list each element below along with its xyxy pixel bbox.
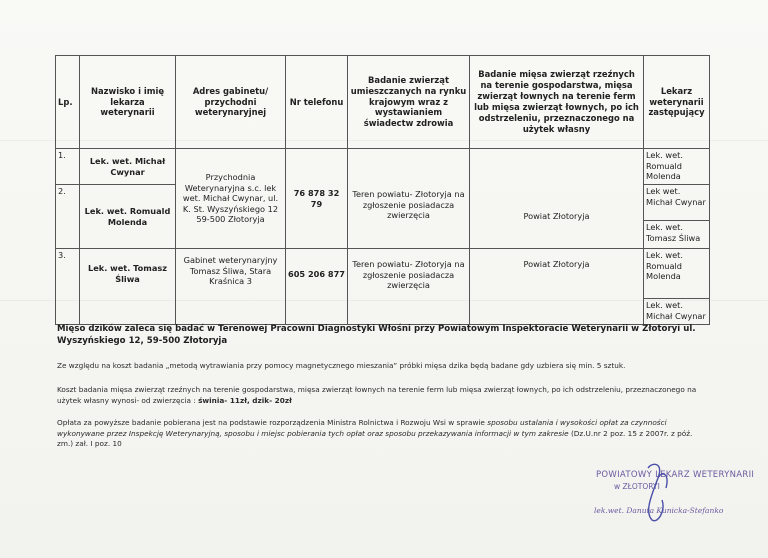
official-stamp bbox=[586, 460, 755, 530]
header-address: Adres gabinetu/ przychodni weterynaryjnej bbox=[176, 56, 286, 149]
table-row bbox=[56, 149, 710, 185]
row-substitute: Lek. wet. Tomasz Śliwa bbox=[644, 221, 710, 249]
header-exam-animals: Badanie zwierząt umieszczanych na rynku krajowym wraz z wystawianiem świadectw zdrowia bbox=[348, 56, 470, 149]
note-legal-a: Opłata za powyższe badanie pobierana jest na podstawie rozporządzenia Ministra Rolnictwa i Rozwoju Wsi w sprawie bbox=[57, 418, 485, 427]
row-exam-animals: Teren powiatu- Złotoryja na zgłoszenie posiadacza zwierzęcia bbox=[348, 249, 470, 325]
row-address: Gabinet weterynaryjny Tomasz Śliwa, Stara Kraśnica 3 bbox=[176, 249, 286, 325]
row-substitute: Lek wet. Michał Cwynar bbox=[644, 185, 710, 221]
header-exam-meat: Badanie mięsa zwierząt rzeźnych na terenie gospodarstwa, mięsa zwierząt łownych na terenie ferm lub mięsa zwierząt łownych, po ich odstrzeleniu, przeznaczonego na użytek własny bbox=[470, 56, 644, 149]
stamp-line-office: POWIATOWY LEKARZ WETERYNARII bbox=[596, 470, 755, 480]
note-legal-b: sposobu ustalania i wysokości opłat za czynności wykonywane przez Inspekcję Weterynaryjną, sposobu i miejsc pobierania tych opłat oraz sposobu przekazywania informacji w tym zakresie bbox=[57, 418, 667, 438]
row-exam-meat: Powiat Złotoryja bbox=[470, 149, 644, 249]
row-name: Lek. wet. Michał Cwynar bbox=[80, 149, 176, 185]
stamp-line-town: w ZŁOTORYI bbox=[614, 482, 660, 491]
row-lp: 2. bbox=[56, 185, 80, 249]
note-cost-text: Koszt badania mięsa zwierząt rzeźnych na terenie gospodarstwa, mięsa zwierząt łownych na terenie ferm lub mięsa zwierząt łownych, po ich odstrzeleniu, przeznaczonego na użytek własny wynosi- od zwierzęcia : bbox=[57, 385, 697, 405]
table-header-row bbox=[56, 56, 710, 149]
row-name: Lek. wet. Tomasz Śliwa bbox=[80, 249, 176, 325]
header-substitute: Lekarz weterynarii zastępujący bbox=[644, 56, 710, 149]
header-lp: Lp. bbox=[56, 56, 80, 149]
row-lp: 1. bbox=[56, 149, 80, 185]
row-phone: 76 878 32 79 bbox=[286, 149, 348, 249]
note-sample-count: Ze względu na koszt badania „metodą wytrawiania przy pomocy magnetycznego mieszania” próbki mięsa dzika będą badane gdy uzbiera się min. 5 sztuk. bbox=[57, 361, 626, 370]
header-phone: Nr telefonu bbox=[286, 56, 348, 149]
table-row bbox=[56, 249, 710, 299]
header-name: Nazwisko i imię lekarza weterynarii bbox=[80, 56, 176, 149]
row-exam-animals: Teren powiatu- Złotoryja na zgłoszenie posiadacza zwierzęcia bbox=[348, 149, 470, 249]
row-substitute: Lek. wet. Michał Cwynar bbox=[644, 299, 710, 325]
row-address: Przychodnia Weterynaryjna s.c. lek wet. Michał Cwynar, ul. K. St. Wyszyńskiego 12 59-500 Złotoryja bbox=[176, 149, 286, 249]
note-cost-prices: świnia- 11zł, dzik- 20zł bbox=[198, 395, 292, 405]
row-lp: 3. bbox=[56, 249, 80, 325]
note-cost bbox=[57, 385, 707, 406]
boar-note-headline: Mięso dzików zaleca się badać w Terenowej Pracowni Diagnostyki Włośni przy Powiatowym Inspektoracie Weterynarii w Złotoryi ul. Wyszyńskiego 12, 59-500 Złotoryja bbox=[57, 324, 696, 346]
row-name: Lek. wet. Romuald Molenda bbox=[80, 185, 176, 249]
row-substitute: Lek. wet. Romuald Molenda bbox=[644, 249, 710, 299]
signature-icon bbox=[586, 460, 736, 530]
row-exam-meat: Powiat Złotoryja bbox=[470, 249, 644, 325]
row-phone: 605 206 877 bbox=[286, 249, 348, 325]
note-legal-basis bbox=[57, 418, 707, 450]
veterinarians-table bbox=[55, 55, 710, 325]
note-legal-c: (Dz.U.nr 2 poz. 15 z 2007r. z póź. zm.) zał. I poz. 10 bbox=[57, 428, 693, 449]
row-substitute: Lek. wet. Romuald Molenda bbox=[644, 149, 710, 185]
stamp-line-signatory: lek.wet. Danuta Kunicka-Stefanko bbox=[594, 506, 724, 515]
